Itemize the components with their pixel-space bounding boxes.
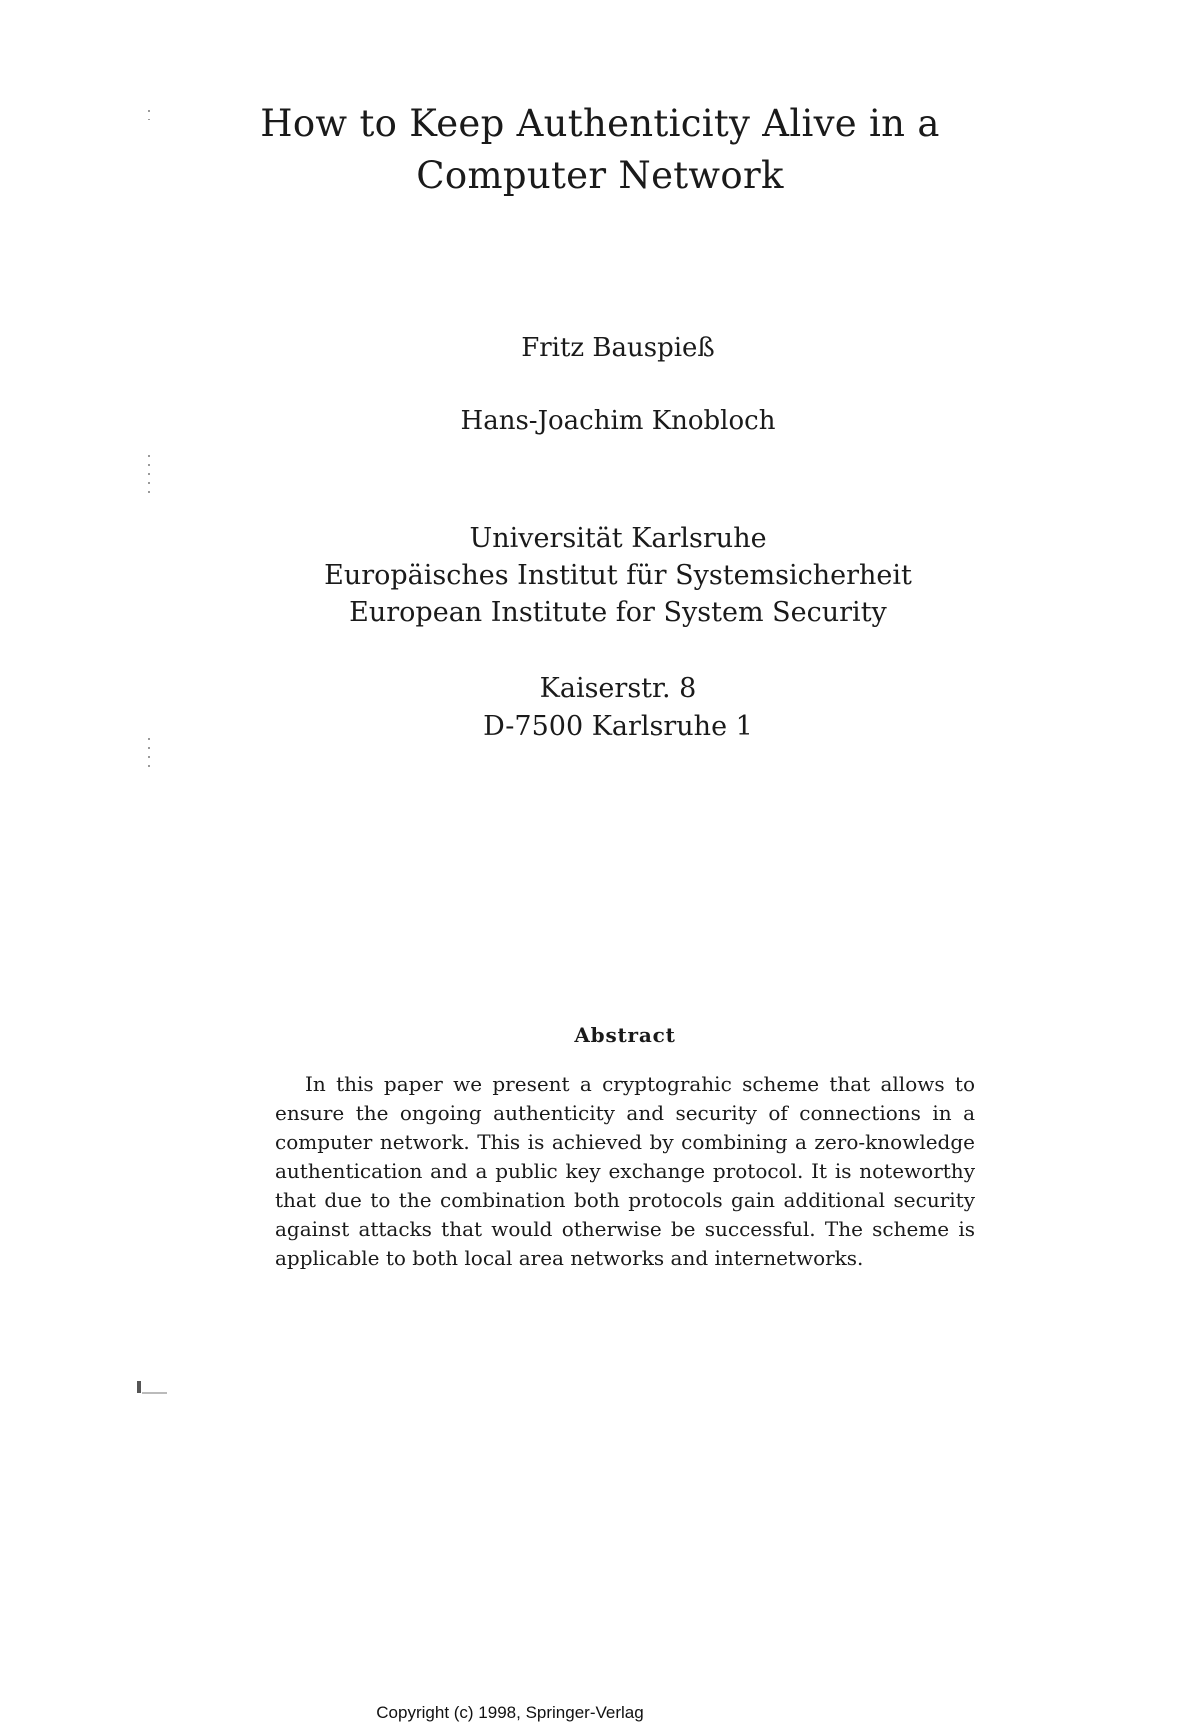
affiliation-institute-en: European Institute for System Security (349, 597, 887, 628)
affiliation-institute-de: Europäisches Institut für Systemsicherheit (324, 560, 912, 591)
scan-margin-speck (148, 455, 150, 495)
author-1: Fritz Bauspieß (521, 333, 715, 363)
abstract-body: In this paper we present a cryptograhic scheme that allows to ensure the ongoing authenticity and security of connections in a computer network. This is achieved by combining a zero-knowledge authentication and a public key exchange protocol. It is noteworthy that due to the combination both protocols gain additional security against attacks that would otherwise be successful. The scheme is applicable to both local area networks and internetworks. (275, 1072, 975, 1270)
affiliation-block (18, 520, 1200, 631)
address-street: Kaiserstr. 8 (539, 673, 697, 704)
abstract-heading: Abstract (574, 1023, 676, 1047)
copyright-notice: Copyright (c) 1998, Springer-Verlag (376, 1703, 644, 1722)
address-block (18, 670, 1200, 746)
title-line-1: How to Keep Authenticity Alive in a (260, 102, 940, 145)
scan-margin-mark (136, 1380, 168, 1394)
scan-margin-speck (148, 110, 150, 120)
scan-margin-speck (148, 738, 150, 768)
title-line-2: Computer Network (416, 154, 784, 197)
address-city: D-7500 Karlsruhe 1 (483, 711, 753, 742)
author-2: Hans-Joachim Knobloch (460, 406, 776, 436)
affiliation-university: Universität Karlsruhe (469, 523, 767, 554)
paper-title (200, 98, 1000, 202)
